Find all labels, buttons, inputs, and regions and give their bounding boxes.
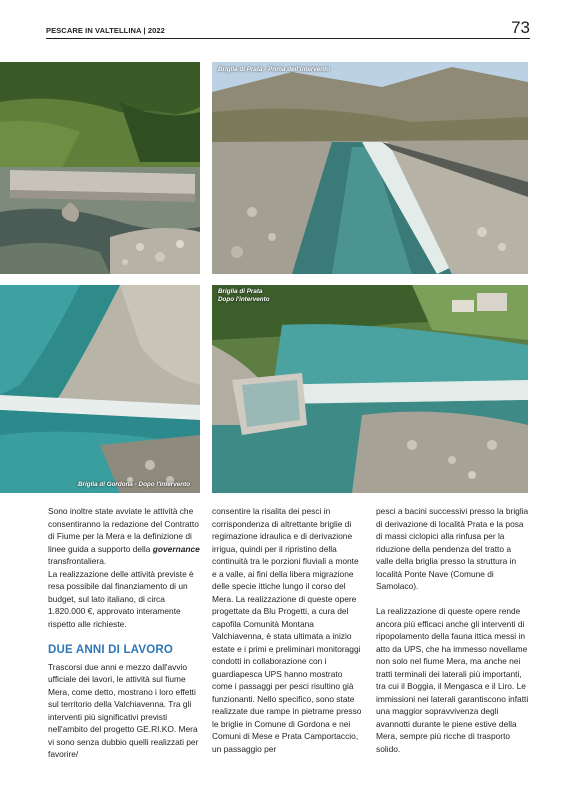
photo-prata-after (212, 285, 528, 493)
paragraph: consentire la risalita dei pesci in corrispondenza di altrettante briglie di regimazione idraulica e di derivazione irrigua, quindi per il ripristino della continuità tra le porzioni fluviali a monte e a valle, ai fini della libera migrazione delle specie ittiche lungo il corso del Mera. La realizzazione di queste opere progettate da Blu Progetti, a cura del capofila Comunità Montana Valchiavenna, è stata ultimata a inizio estate e i primi e preliminari monitoraggi condotti in collaborazione con i guardiapesca UPS hanno mostrato come i passaggi per pesci risultino già funzionanti. Nello specifico, sono state realizzate due rampe in pietrame presso le briglie in Comune di Gordona e nei Comuni di Mese e Prata Camportaccio, un passaggio per (212, 506, 362, 754)
photo-gordona-after (0, 285, 200, 493)
paragraph: La realizzazione di queste opere rende ancora più efficaci anche gli interventi di ripopolamento della fauna ittica messi in atto da UPS, che ha immesso novellame non solo nel fiume Mera, ma anche nei tratti terminali dei laterali più importanti, tra cui il Boggia, il Mengasca e il Liro. Le immissioni nei laterali garantiscono infatti una maggior sopravvivenza degli avannotti durante le piene estive della Mera, sempre più ricche di trasporto solido. (376, 606, 529, 754)
text-column-2 (212, 505, 364, 755)
caption-line: Briglia di Prata (218, 288, 263, 295)
photo-caption: Briglia di Prata - Prima dell'intervento (218, 66, 331, 73)
page-number: 73 (511, 18, 530, 37)
header-rule (46, 38, 530, 39)
running-head: PESCARE IN VALTELLINA | 2022 (46, 26, 165, 35)
paragraph-text: Sono inoltre state avviate le attività che consentiranno la redazione del Contratto di Fiume per la Mera e la definizione di linee guida a supporto della (48, 506, 199, 554)
paragraph-text: La realizzazione delle attività previste è resa possibile dal finanziamento di un budget, sul lato italiano, di circa 1.820.000 €, approvato interamente rispetto alle richieste. (48, 568, 194, 629)
paragraph (48, 505, 200, 630)
section-heading: DUE ANNI DI LAVORO (48, 643, 173, 656)
page-header (46, 18, 530, 40)
caption-line: Dopo l'intervento (218, 295, 270, 303)
text-column-3 (376, 505, 530, 755)
emphasis-text: governance (152, 543, 200, 554)
photo-caption: Briglia di Gordona - Dopo l'intervento (78, 481, 191, 488)
photo-caption (218, 288, 270, 304)
photo-prata-before (212, 62, 528, 274)
paragraph: pesci a bacini successivi presso la briglia di derivazione di località Prata e la posa di massi ciclopici alla rinfusa per la riduzione della pendenza del tratto a valle della briglia presso la struttura in località Ponte Nave (Comune di Samolaco). (376, 506, 529, 591)
paragraph: Trascorsi due anni e mezzo dall'avvio ufficiale dei lavori, le attività sul fiume Mera, come detto, mostrano i loro effetti sul territorio della Valchiavenna. Tra gli interventi più significativi previsti nell'ambito del progetto GE.RI.KO. Mera vi sono senza dubbio quelli realizzati per favorire/ (48, 661, 199, 759)
photo-river-weir (0, 62, 200, 274)
paragraph-text: transfrontaliera. (48, 556, 107, 566)
text-column-1 (48, 505, 200, 761)
